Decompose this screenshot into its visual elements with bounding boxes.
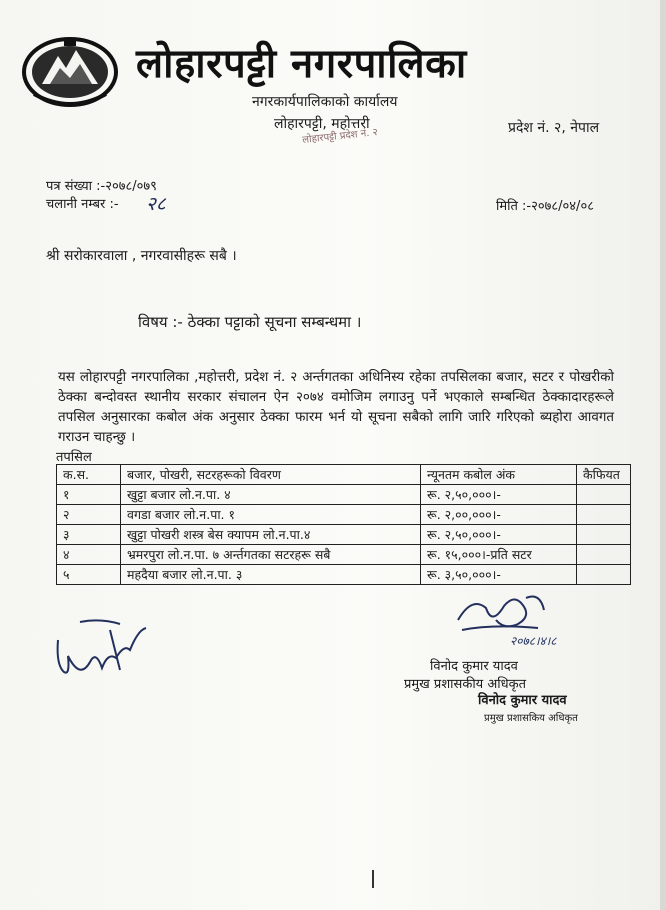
signature-date: २०७८।४।८ — [510, 634, 557, 648]
table-row — [57, 485, 631, 505]
dispatch-number: २८ — [146, 193, 166, 215]
municipality-emblem-icon — [20, 34, 120, 108]
office-name: नगरकार्यपालिकाको कार्यालय — [252, 94, 398, 110]
notice-body: यस लोहारपट्टी नगरपालिका ,महोत्तरी, प्रदेश नं. २ अर्न्तगतका अधिनिस्य रहेका तपसिलका बजार, सटर र पोखरीको ठेक्का बन्दोवस्त स्थानीय सरकार संचालन ऐन २०७४ वमोजिम लगाउनु पर्ने भएकाले सम्बन्धित ठेक्कादारहरूले तपसिल अनुसारका कबोल अंक अनुसार ठेक्का फारम भर्न यो सूचना सबैको लागि जारि गरिएको ब्यहोरा आवगत गराउन चाहन्छु । — [58, 370, 614, 445]
col-header-sn: क.स. — [57, 465, 121, 485]
signatory-name: विनोद कुमार यादव — [430, 659, 518, 674]
row-description: वगडा बजार लो.न.पा. १ — [121, 505, 421, 525]
municipality-title: लोहारपट्टी नगरपालिका — [136, 41, 467, 87]
col-header-description: बजार, पोखरी, सटरहरूको विवरण — [121, 465, 421, 485]
row-sn: २ — [57, 505, 121, 525]
row-description: महदैया बजार लो.न.पा. ३ — [121, 565, 421, 585]
row-remarks — [577, 485, 631, 505]
table-header-row — [57, 465, 631, 485]
row-remarks — [577, 505, 631, 525]
row-remarks — [577, 545, 631, 565]
row-sn: ३ — [57, 525, 121, 545]
stamp-name: विनोद कुमार यादव — [478, 693, 567, 708]
office-location: लोहारपट्टी, महोत्तरी — [274, 116, 370, 132]
addressee: श्री सरोकारवाला , नगरवासीहरू सबै । — [46, 248, 237, 264]
col-header-min-bid: न्यूनतम कबोल अंक — [421, 465, 577, 485]
dispatch-label: चलानी नम्बर :- — [46, 197, 119, 212]
row-remarks — [577, 565, 631, 585]
row-min-bid: रू. २,००,०००।- — [421, 505, 577, 525]
left-signature-icon — [50, 610, 160, 690]
page-edge — [660, 0, 666, 910]
row-description: भ्रमरपुरा लो.न.पा. ७ अर्न्तगतका सटरहरू सबै — [121, 545, 421, 565]
row-sn: १ — [57, 485, 121, 505]
row-description: खुट्टा पोखरी शस्त्र बेस क्यापम लो.न.पा.४ — [121, 525, 421, 545]
table-row — [57, 565, 631, 585]
signatory-designation: प्रमुख प्रशासकीय अधिकृत — [404, 677, 527, 692]
letter-number: पत्र संख्या :-२०७८/०७९ — [46, 179, 157, 194]
row-min-bid: रू. १५,०००।-प्रति सटर — [421, 545, 577, 565]
row-min-bid: रू. २,५०,०००।- — [421, 525, 577, 545]
province-label: प्रदेश नं. २, नेपाल — [508, 120, 600, 136]
row-min-bid: रू. २,५०,०००।- — [421, 485, 577, 505]
row-remarks — [577, 525, 631, 545]
row-description: खुट्टा बजार लो.न.पा. ४ — [121, 485, 421, 505]
office-stamp: लोहारपट्टी प्रदेश नं. २ — [301, 127, 379, 146]
row-sn: ५ — [57, 565, 121, 585]
col-header-remarks: कैफियत — [577, 465, 631, 485]
tender-table — [56, 464, 631, 585]
table-row — [57, 505, 631, 525]
table-row — [57, 545, 631, 565]
stamp-designation: प्रमुख प्रशासकिय अधिकृत — [484, 713, 578, 724]
table-caption: तपसिल — [56, 450, 92, 465]
subject-line: विषय :- ठेक्का पट्टाको सूचना सम्बन्धमा । — [138, 313, 362, 331]
table-row — [57, 525, 631, 545]
row-sn: ४ — [57, 545, 121, 565]
row-min-bid: रू. ३,५०,०००।- — [421, 565, 577, 585]
page-mark — [372, 870, 374, 888]
letter-date: मिति :-२०७८/०४/०८ — [496, 199, 594, 214]
